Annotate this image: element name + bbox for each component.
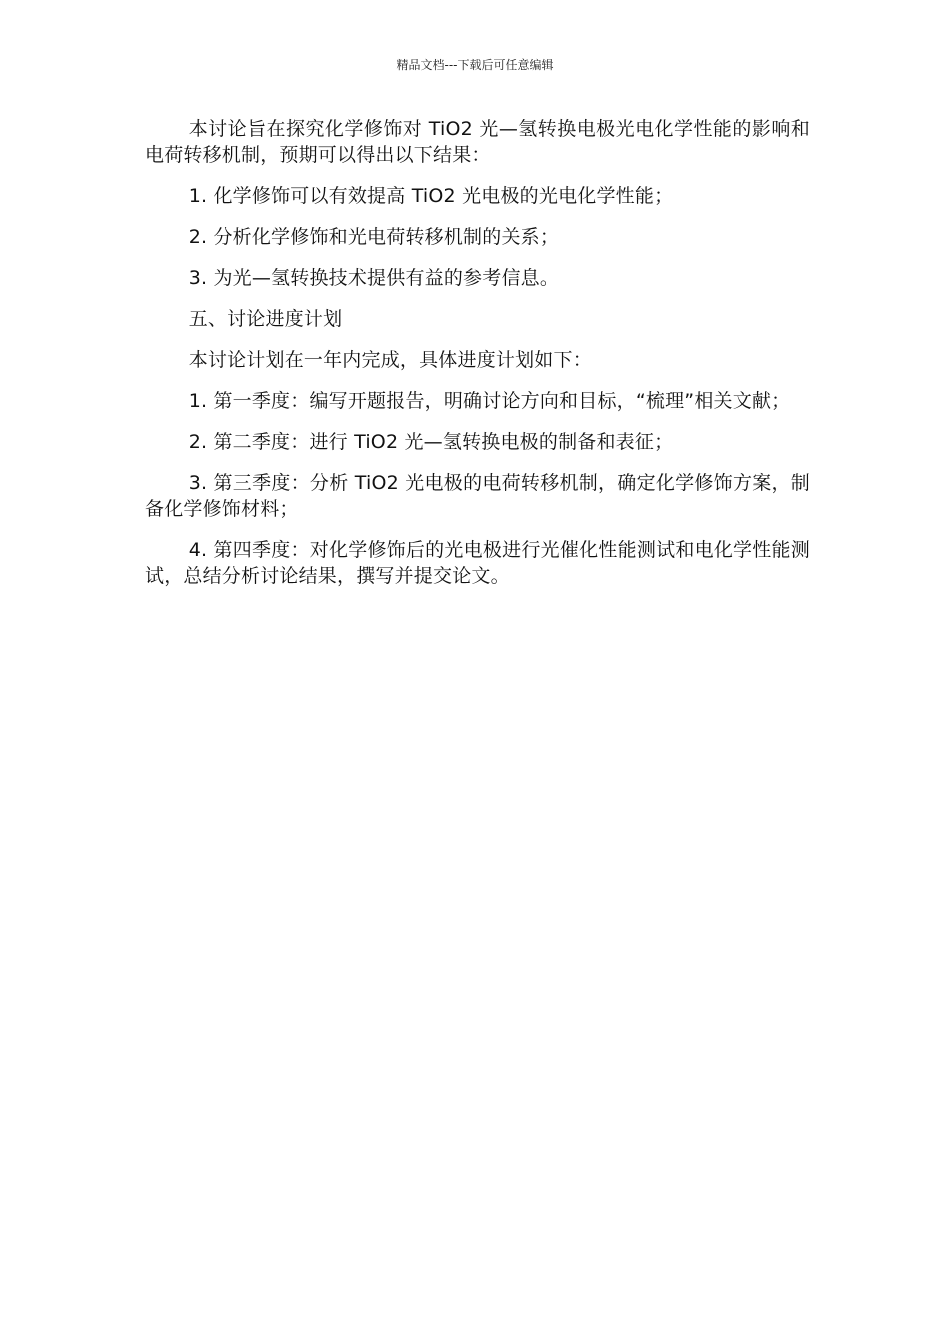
schedule-item-q4: 4. 第四季度：对化学修饰后的光电极进行光催化性能测试和电化学性能测试，总结分析讨论结果，撰写并提交论文。 (145, 539, 810, 587)
result-item-2: 2. 分析化学修饰和光电荷转移机制的关系； (188, 226, 560, 248)
document-body (145, 116, 810, 604)
schedule-item-q3: 3. 第三季度：分析 TiO2 光电极的电荷转移机制，确定化学修饰方案，制备化学修饰材料； (145, 472, 810, 520)
section-heading-schedule: 五、讨论进度计划 (188, 308, 343, 330)
schedule-item-q1: 1. 第一季度：编写开题报告，明确讨论方向和目标，“梳理”相关文献； (188, 390, 791, 412)
schedule-item-q2: 2. 第二季度：进行 TiO2 光—氢转换电极的制备和表征； (188, 431, 674, 453)
result-item-1: 1. 化学修饰可以有效提高 TiO2 光电极的光电化学性能； (188, 185, 674, 207)
result-item-3: 3. 为光—氢转换技术提供有益的参考信息。 (188, 267, 560, 289)
schedule-intro: 本讨论计划在一年内完成，具体进度计划如下： (188, 349, 592, 371)
paragraph-intro: 本讨论旨在探究化学修饰对 TiO2 光—氢转换电极光电化学性能的影响和电荷转移机制，预期可以得出以下结果： (145, 118, 810, 166)
page-header: 精品文档---下载后可任意编辑 (396, 58, 554, 72)
